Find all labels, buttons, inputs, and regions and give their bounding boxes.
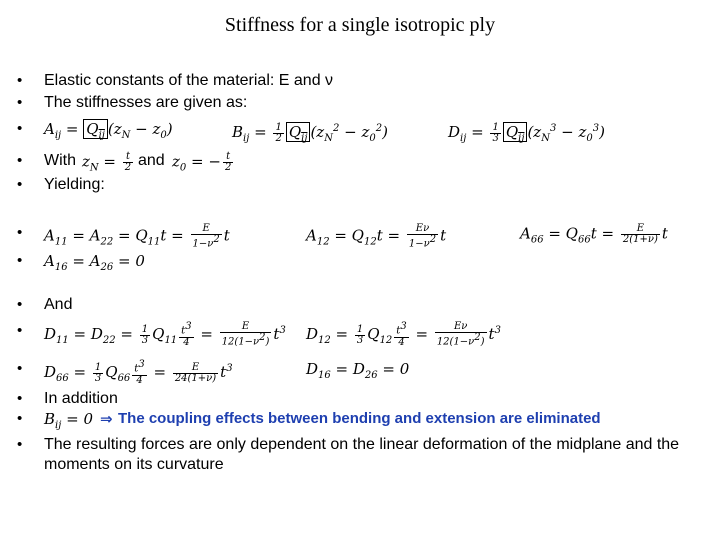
formula-a16: $A_{16} = A_{26} = 0$ bbox=[44, 252, 145, 273]
bullet: • bbox=[17, 72, 23, 89]
implies-arrow: ⇒ bbox=[100, 410, 113, 428]
emphasis-text: The coupling effects between bending and extension are eliminated bbox=[118, 410, 601, 427]
formula-d66: $D_{66}$ = $\frac{1}{3}$ $Q_{66}$ $\frac{t^3}{4}$ = $\frac{E}{24(1+\nu)}$ $t^3$ bbox=[44, 359, 233, 386]
text: With bbox=[44, 152, 76, 169]
formula-d11: $D_{11} = D_{22}$ = $\frac{1}{3}$ $Q_{11}$ $\frac{t^3}{4}$ = $\frac{E}{12(1-\nu^2)}$ $t^3$ bbox=[44, 321, 286, 348]
text: The resulting forces are only dependent on the linear deformation of the midplane and the bbox=[44, 436, 680, 453]
page-title: Stiffness for a single isotropic ply bbox=[224, 14, 496, 36]
formula-bij0: $B_{ij} = 0$ bbox=[44, 410, 93, 431]
text: And bbox=[44, 296, 73, 313]
formula-d12: $D_{12}$ = $\frac{1}{3}$ $Q_{12}$ $\frac{t^3}{4}$ = $\frac{E\nu}{12(1-\nu^2)}$ $t^3$ bbox=[306, 321, 501, 348]
text: In addition bbox=[44, 390, 118, 407]
formula-aij: $A_{ij} = Q_{ij}$ $(z_N - z_0)$ bbox=[44, 120, 173, 141]
bullet: • bbox=[17, 252, 23, 269]
formula-a11: $A_{11} = A_{22} = Q_{11}t$ = $\frac{E}{1-\nu^2}$ t bbox=[44, 223, 230, 250]
formula-a66: $A_{66} = Q_{66}t$ = $\frac{E}{2(1+\nu)}$ t bbox=[520, 223, 668, 246]
text: and bbox=[138, 152, 165, 169]
bullet: • bbox=[17, 390, 23, 407]
bullet: • bbox=[17, 176, 23, 193]
formula-d16: $D_{16} = D_{26} = 0$ bbox=[306, 360, 410, 381]
bullet: • bbox=[17, 224, 23, 241]
bullet: • bbox=[17, 410, 23, 427]
formula-zn: $z_N$ = $\frac{t}{2}$ bbox=[82, 151, 132, 174]
bullet: • bbox=[17, 296, 23, 313]
text: The stiffnesses are given as: bbox=[44, 94, 248, 111]
formula-a12: $A_{12} = Q_{12}t$ = $\frac{E\nu}{1-\nu^2}$ t bbox=[306, 223, 447, 250]
formula-dij: $D_{ij}$ = $\frac{1}{3}$ $Q_{ij}$ $(z_N^3 - z_0^3)$ bbox=[448, 121, 605, 144]
bullet: • bbox=[17, 436, 23, 453]
text: moments on its curvature bbox=[44, 456, 224, 473]
formula-bij: $B_{ij}$ = $\frac{1}{2}$ $Q_{ij}$ $(z_N^2 - z_0^2)$ bbox=[232, 121, 388, 144]
bullet: • bbox=[17, 152, 23, 169]
text: Yielding: bbox=[44, 176, 105, 193]
bullet: • bbox=[17, 120, 23, 137]
formula-z0: $z_0$ = − $\frac{t}{2}$ bbox=[172, 151, 232, 174]
bullet: • bbox=[17, 94, 23, 111]
bullet: • bbox=[17, 360, 23, 377]
bullet: • bbox=[17, 322, 23, 339]
text: Elastic constants of the material: E and ν bbox=[44, 72, 334, 89]
